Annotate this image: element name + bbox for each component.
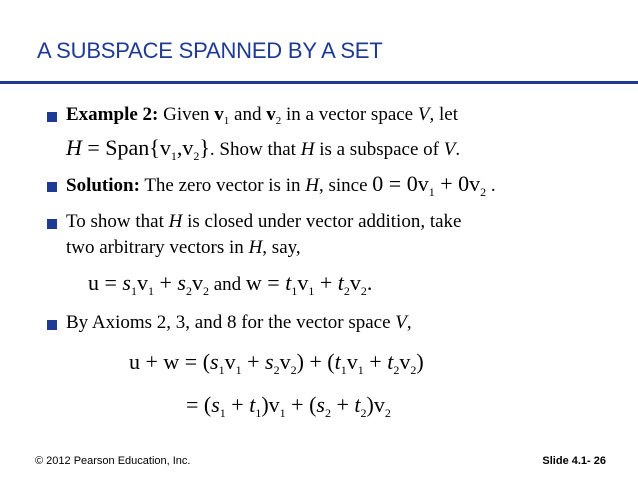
text: )v [366,392,385,417]
text: w = [245,270,286,295]
subscript: 1 [170,149,177,163]
bullet-example-2-line2 [66,135,460,161]
text: v [191,270,203,295]
subscript: 1 [340,363,347,377]
text: v [349,270,361,295]
text: , let [429,104,458,125]
text: ,v [176,135,194,160]
space-V: V [417,104,430,125]
text: , say, [262,237,301,258]
text: u + w = ( [129,349,211,374]
var-s: s [122,270,131,295]
var-t: t [387,349,394,374]
text: + [241,349,266,374]
text: + [330,392,355,417]
text: . [366,270,373,295]
text: v [297,270,309,295]
bullet-square-icon [47,112,57,122]
text: in a vector space [281,104,418,125]
subscript: 2 [343,284,350,298]
subscript: 2 [273,363,280,377]
subscript: 2 [324,406,331,420]
subscript: 2 [275,115,282,127]
text: + [363,349,388,374]
text: v [346,349,358,374]
text: v [136,270,148,295]
span-equation [66,135,210,163]
text: + 0v [434,171,481,196]
var-H: H [300,139,315,160]
subscript: 2 [410,363,417,377]
text: v [279,349,291,374]
subscript: 1 [223,115,230,127]
subscript: 1 [130,284,137,298]
subscript: 2 [202,284,209,298]
subscript: 2 [480,185,487,199]
text: , since [318,175,373,196]
subscript: 2 [290,363,297,377]
space-V: V [443,139,456,160]
text: and [229,104,267,125]
subscript: 2 [185,284,192,298]
text: = Span{v [81,135,171,160]
var-s: s [265,349,274,374]
solution-label: Solution: [66,175,140,196]
text: two arbitrary vectors in [66,237,249,258]
var-s: s [210,349,219,374]
subscript: 2 [360,406,367,420]
bullet-square-icon [47,219,57,229]
text: , [406,312,412,333]
space-V: V [395,312,407,333]
var-s: s [211,392,220,417]
slide-title: A SUBSPACE SPANNED BY A SET [37,38,383,63]
var-s: s [316,392,325,417]
equation-regrouped [186,392,391,418]
text: u = [88,270,123,295]
text: The zero vector is in [139,175,306,196]
text: is a subspace of [314,139,444,160]
text: + ( [285,392,317,417]
text: + [314,270,338,295]
var-H: H [168,211,183,232]
subscript: 1 [279,406,286,420]
bullet-solution [66,171,496,197]
subscript: 1 [235,363,242,377]
text: Given [158,104,215,125]
text: = ( [186,392,212,417]
text: v [399,349,411,374]
text: + [225,392,250,417]
bullet-square-icon [47,320,57,330]
text: ) + ( [296,349,335,374]
subscript: 1 [357,363,364,377]
var-t: t [337,270,344,295]
bullet-closure-line1 [66,211,461,233]
text: . [486,175,496,196]
text: )v [261,392,280,417]
text: } [199,135,210,160]
subscript: 1 [308,284,315,298]
text: To show that [66,211,169,232]
subscript: 2 [393,363,400,377]
text: v [224,349,236,374]
equation-sum-u-w [129,349,424,375]
var-t: t [334,349,341,374]
bullet-closure-line2 [66,237,301,259]
zero-equation [372,171,487,199]
vector-v2: v [266,104,276,125]
text: By Axioms 2, 3, and 8 for the vector space [66,312,396,333]
subscript: 1 [219,406,226,420]
var-s: s [177,270,186,295]
text: + [153,270,178,295]
vectors-u-w-definition [88,270,372,296]
text: is closed under vector addition, take [182,211,462,232]
var-H: H [248,237,263,258]
text: . [455,139,461,160]
title-divider [0,81,638,84]
subscript: 1 [291,284,298,298]
text: 0 = 0v [372,171,429,196]
subscript: 1 [255,406,262,420]
bullet-square-icon [47,182,57,192]
footer-slide-number: Slide 4.1- 26 [542,455,606,467]
example-label: Example 2: [66,104,159,125]
var-H: H [66,135,82,160]
subscript: 1 [428,185,435,199]
text: ) [416,349,424,374]
vector-v1: v [214,104,224,125]
var-t: t [285,270,292,295]
subscript: 1 [218,363,225,377]
subscript: 2 [193,149,200,163]
subscript: 1 [147,284,154,298]
text: . Show that [209,139,301,160]
footer-copyright: © 2012 Pearson Education, Inc. [35,455,191,467]
subscript: 2 [384,406,391,420]
text: and [208,274,246,295]
var-t: t [249,392,256,417]
var-t: t [354,392,361,417]
var-H: H [305,175,319,196]
bullet-example-2 [66,104,458,126]
bullet-axioms [66,312,412,334]
subscript: 2 [360,284,367,298]
